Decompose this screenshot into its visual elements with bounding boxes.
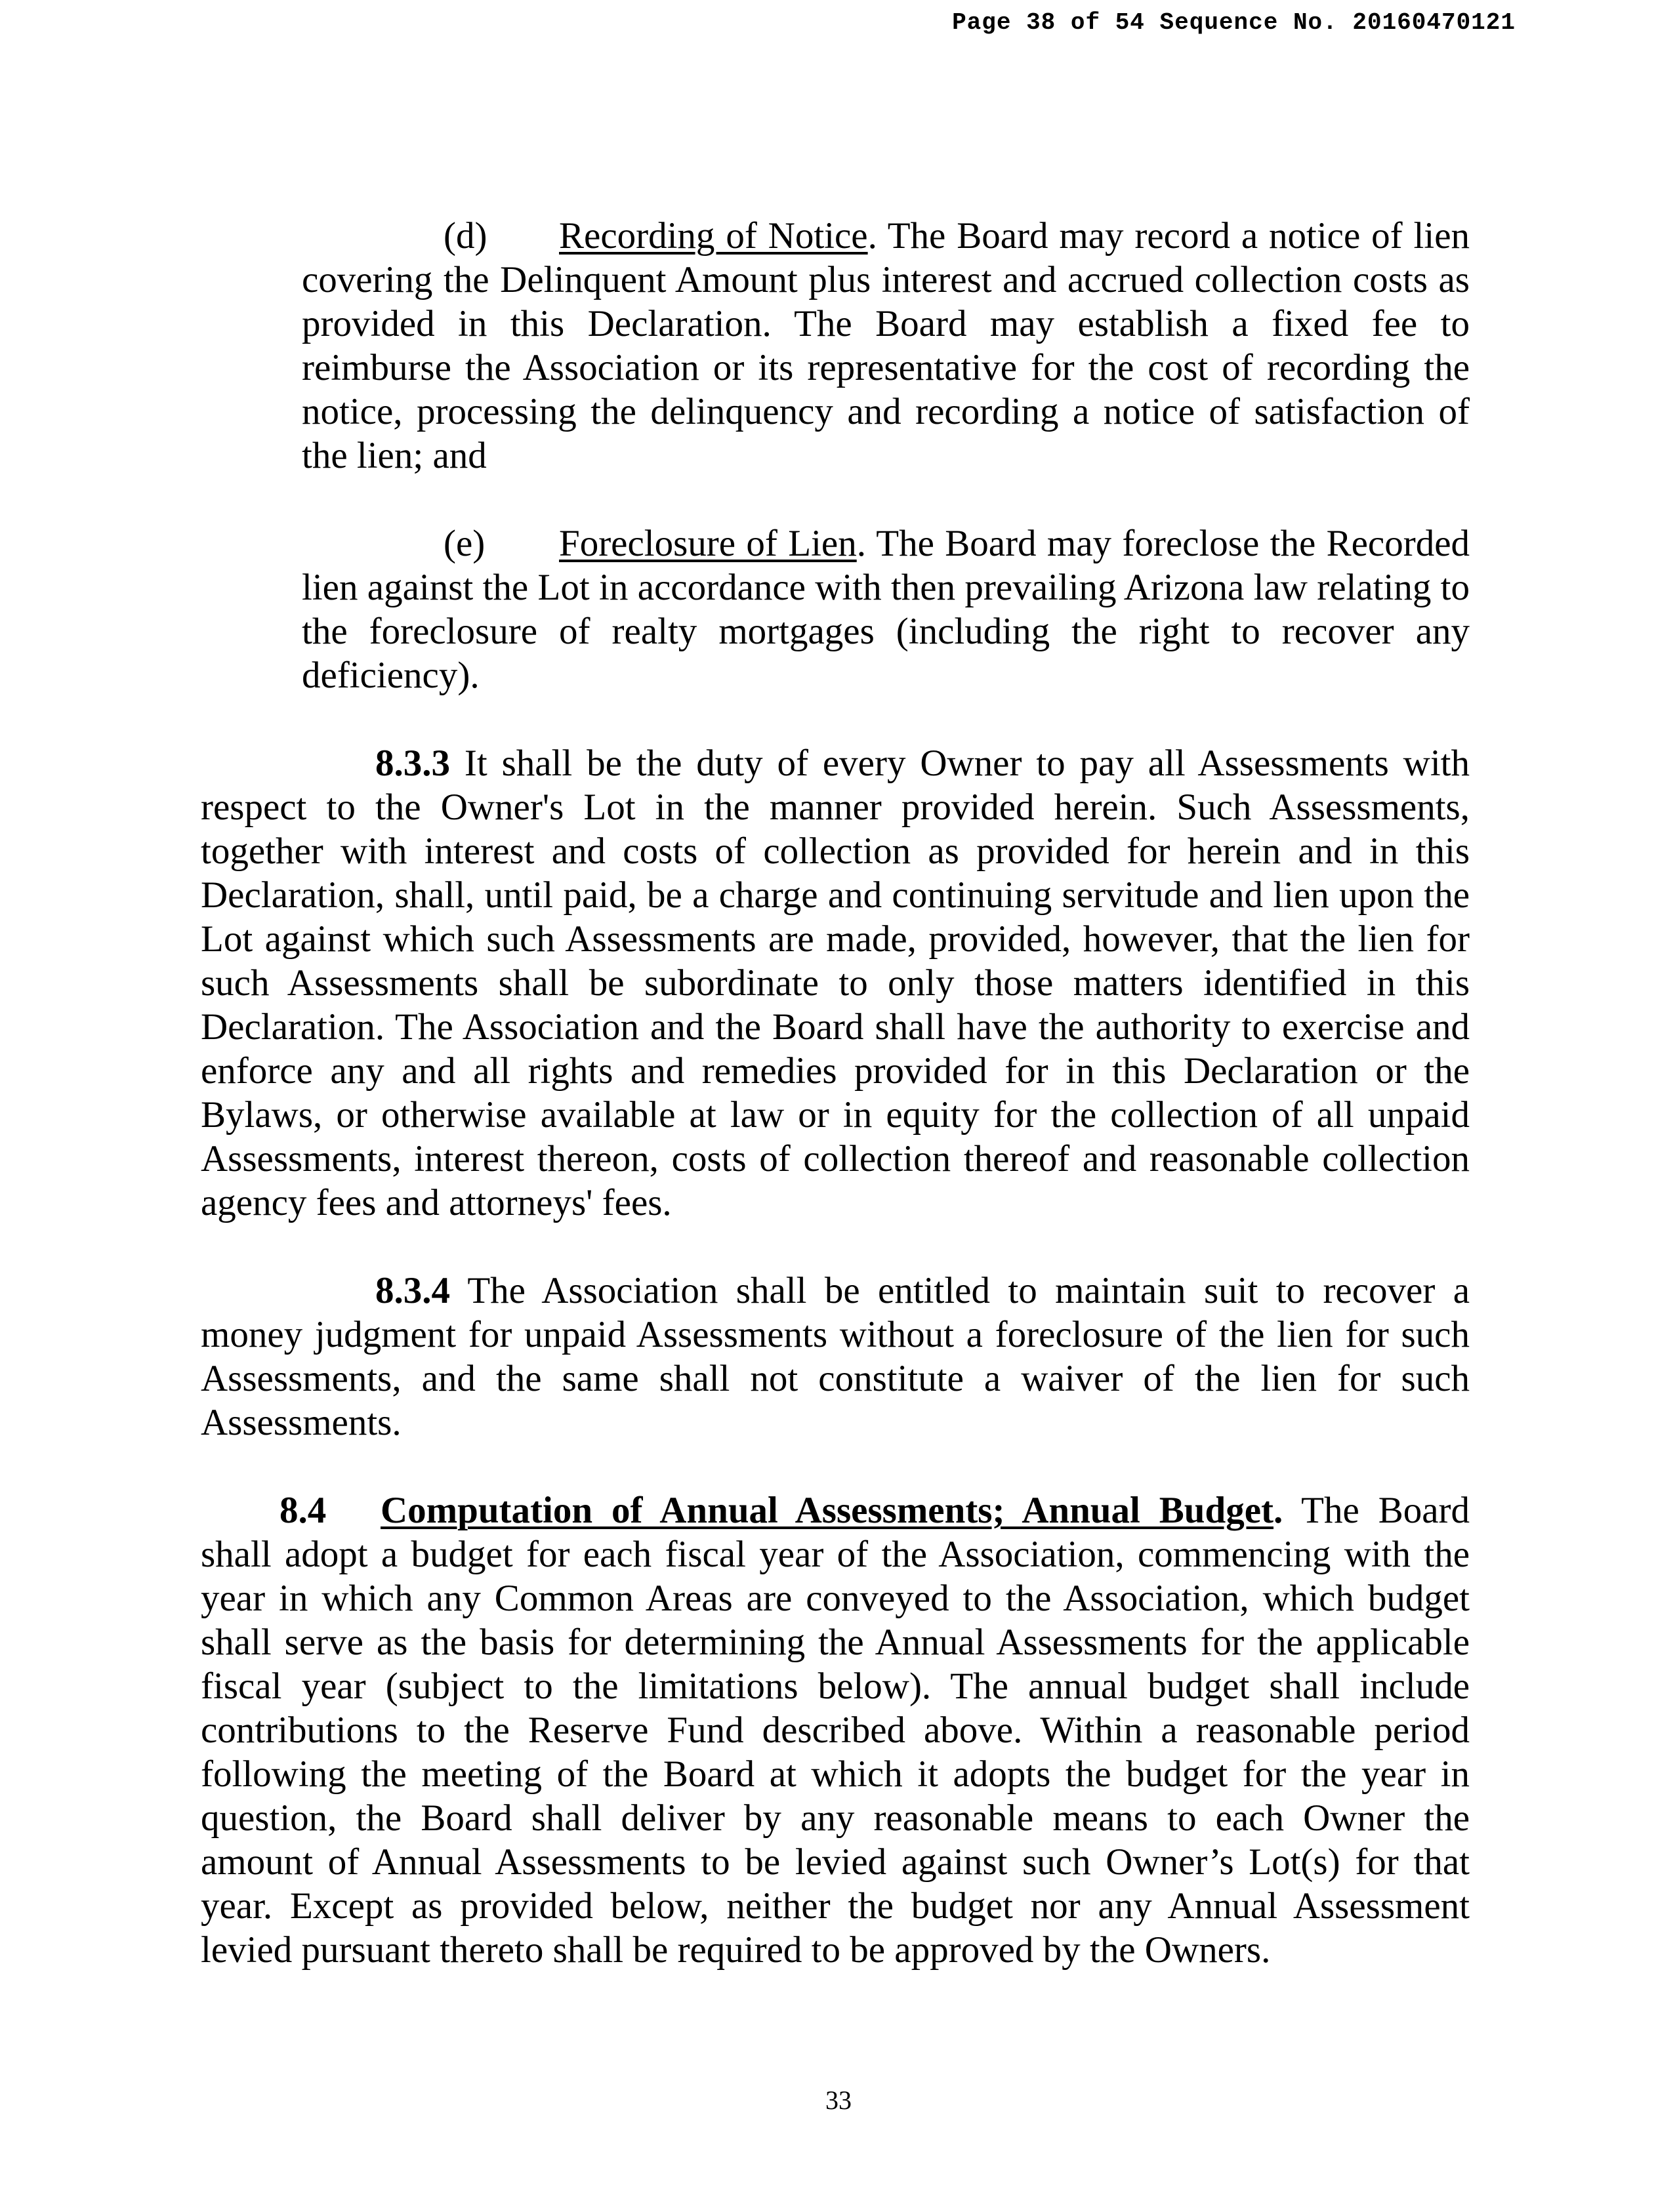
paragraph-body: The Board shall adopt a budget for each fiscal year of the Association, commencing with the year in which any Common Areas are conveyed to the Association, which budget shall serve as the basis for determining the Annual Assessments for the applicable fiscal year (subject to the limitations below). The annual budget shall include contributions to the Reserve Fund described above. Within a reasonable period following the meeting of the Board at which it adopts the budget for the year in question, the Board shall deliver by any reasonable means to each Owner the amount of Annual Assessments to be levied against such Owner’s Lot(s) for that year. Except as provided below, neither the budget nor any Annual Assessment levied pursuant thereto shall be required to be approved by the Owners.: [201, 1490, 1470, 1971]
heading-punct: .: [867, 215, 877, 256]
page-number: 33: [825, 2085, 852, 2115]
document-body: [201, 214, 1470, 1972]
heading-foreclosure-of-lien: Foreclosure of Lien: [559, 523, 857, 564]
paragraph-d-recording-of-notice: [302, 214, 1470, 478]
heading-recording-of-notice: Recording of Notice: [559, 215, 868, 256]
section-8-3-4: [201, 1269, 1470, 1444]
page-sequence-header: Page 38 of 54 Sequence No. 20160470121: [952, 9, 1516, 36]
heading-computation-of-annual-assessments: Computation of Annual Assessments; Annual Budget: [381, 1490, 1273, 1531]
section-number: 8.3.3: [375, 743, 450, 784]
section-8-3-3: [201, 741, 1470, 1225]
paragraph-body: The Board may foreclose the Recorded lien against the Lot in accordance with then prevailing Arizona law relating to the foreclosure of realty mortgages (including the right to recover any deficiency).: [302, 523, 1470, 696]
paragraph-e-foreclosure-of-lien: [302, 522, 1470, 697]
paragraph-body: It shall be the duty of every Owner to pay all Assessments with respect to the Owner's Lot in the manner provided herein. Such Assessments, together with interest and costs of collection as provided for herein and in this Declaration, shall, until paid, be a charge and continuing servitude and lien upon the Lot against which such Assessments are made, provided, however, that the lien for such Assessments shall be subordinate to only those matters identified in this Declaration. The Association and the Board shall have the authority to exercise and enforce any and all rights and remedies provided for in this Declaration or the Bylaws, or otherwise available at law or in equity for the collection of all unpaid Assessments, interest thereon, costs of collection thereof and reasonable collection agency fees and attorneys' fees.: [201, 743, 1470, 1223]
subsection-marker-e: (e): [444, 523, 486, 564]
section-number: 8.3.4: [375, 1270, 450, 1311]
paragraph-body: The Board may record a notice of lien covering the Delinquent Amount plus interest and accrued collection costs as provided in this Declaration. The Board may establish a fixed fee to reimburse the Association or its representative for the cost of recording the notice, processing the delinquency and recording a notice of satisfaction of the lien; and: [302, 215, 1470, 476]
heading-punct: .: [1273, 1490, 1283, 1531]
section-number: 8.4: [280, 1490, 327, 1531]
section-8-4-computation-of-annual-assessments: [201, 1488, 1470, 1972]
heading-punct: .: [856, 523, 866, 564]
subsection-marker-d: (d): [444, 215, 487, 256]
paragraph-body: The Association shall be entitled to maintain suit to recover a money judgment for unpaid Assessments without a foreclosure of the lien for such Assessments, and the same shall not constitute a waiver of the lien for such Assessments.: [201, 1270, 1470, 1443]
